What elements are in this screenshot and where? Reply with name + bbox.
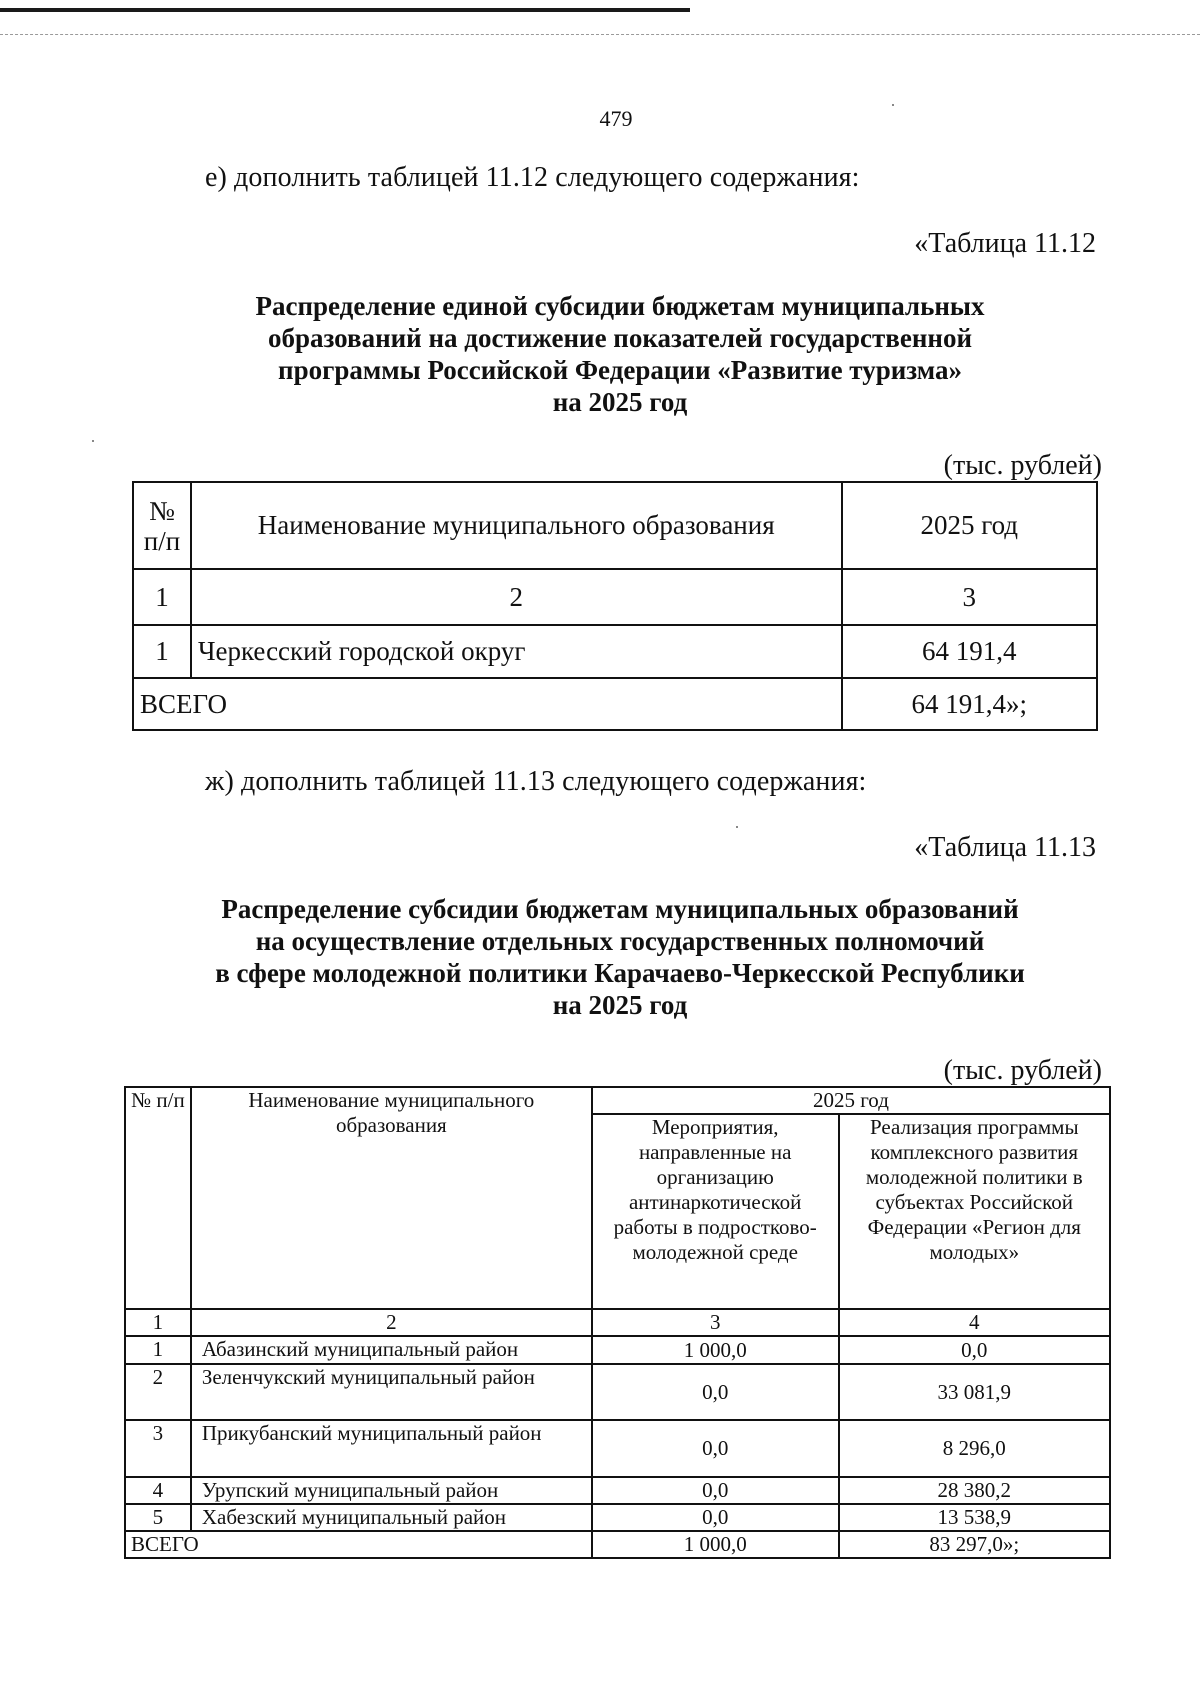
row-c4: 28 380,2 xyxy=(839,1477,1110,1504)
row-num: 5 xyxy=(125,1504,191,1531)
row-name: Абазинский муниципальный район xyxy=(191,1336,592,1364)
row-name: Хабезский муниципальный район xyxy=(191,1504,592,1531)
paragraph-zh: ж) дополнить таблицей 11.13 следующего содержания: xyxy=(205,766,867,797)
row-num: 1 xyxy=(125,1336,191,1364)
row-num: 1 xyxy=(133,625,191,678)
col-number: 1 xyxy=(133,569,191,625)
row-name: Прикубанский муниципальный район xyxy=(191,1420,592,1477)
row-c4: 33 081,9 xyxy=(839,1364,1110,1420)
total-c3: 1 000,0 xyxy=(592,1531,839,1558)
row-name: Урупский муниципальный район xyxy=(191,1477,592,1504)
row-c4: 13 538,9 xyxy=(839,1504,1110,1531)
row-name: Зеленчукский муниципальный район xyxy=(191,1364,592,1420)
heading-line: образований на достижение показателей государственной xyxy=(267,323,973,353)
heading-line: в сфере молодежной политики Карачаево-Черкесской Республики xyxy=(215,958,1025,988)
total-c4: 83 297,0»; xyxy=(839,1531,1110,1558)
row-c3: 0,0 xyxy=(592,1504,839,1531)
row-value: 64 191,4 xyxy=(842,625,1098,678)
heading-line: на 2025 год xyxy=(552,990,688,1020)
table-row xyxy=(125,1364,1110,1420)
table-header-row xyxy=(125,1087,1110,1114)
row-num: 2 xyxy=(125,1364,191,1420)
table-row xyxy=(125,1477,1110,1504)
header-year: 2025 год xyxy=(842,482,1098,569)
total-label: ВСЕГО xyxy=(125,1531,592,1558)
scan-edge-line xyxy=(0,8,690,12)
scan-dashed-line xyxy=(0,34,1200,35)
col-number: 1 xyxy=(125,1309,191,1336)
table-row xyxy=(133,625,1097,678)
col-number: 2 xyxy=(191,1309,592,1336)
table-11-12-heading xyxy=(100,290,1140,418)
table-header-row xyxy=(133,482,1097,569)
table-row xyxy=(125,1336,1110,1364)
table-11-13-unit: (тыс. рублей) xyxy=(943,1055,1102,1086)
col-number: 4 xyxy=(839,1309,1110,1336)
heading-line: Распределение единой субсидии бюджетам муниципальных xyxy=(255,291,985,321)
heading-line: программы Российской Федерации «Развитие туризма» xyxy=(278,355,962,385)
row-c3: 0,0 xyxy=(592,1420,839,1477)
header-name: Наименование муниципального образования xyxy=(191,482,842,569)
heading-line: на осуществление отдельных государственных полномочий xyxy=(255,926,985,956)
row-name: Черкесский городской округ xyxy=(191,625,842,678)
header-num: № п/п xyxy=(125,1087,191,1309)
header-year: 2025 год xyxy=(592,1087,1110,1114)
column-number-row xyxy=(133,569,1097,625)
table-11-12 xyxy=(132,481,1098,731)
header-col3: Мероприятия, направленные на организацию антинаркотической работы в подростково-молодежной среде xyxy=(592,1114,839,1309)
table-11-12-label: «Таблица 11.12 xyxy=(914,228,1096,259)
table-11-13-label: «Таблица 11.13 xyxy=(914,832,1096,863)
table-11-13 xyxy=(124,1086,1111,1559)
column-number-row xyxy=(125,1309,1110,1336)
header-col4: Реализация программы комплексного развития молодежной политики в субъектах Российской Федерации «Регион для молодых» xyxy=(839,1114,1110,1309)
row-c3: 0,0 xyxy=(592,1364,839,1420)
paragraph-e: е) дополнить таблицей 11.12 следующего содержания: xyxy=(205,162,860,193)
header-num: № п/п xyxy=(133,482,191,569)
col-number: 3 xyxy=(842,569,1098,625)
col-number: 3 xyxy=(592,1309,839,1336)
row-c4: 0,0 xyxy=(839,1336,1110,1364)
row-c3: 1 000,0 xyxy=(592,1336,839,1364)
total-row xyxy=(125,1531,1110,1558)
header-name: Наименование муниципального образования xyxy=(191,1087,592,1309)
row-num: 3 xyxy=(125,1420,191,1477)
table-row xyxy=(125,1504,1110,1531)
table-row xyxy=(125,1420,1110,1477)
heading-line: на 2025 год xyxy=(552,387,688,417)
row-c3: 0,0 xyxy=(592,1477,839,1504)
scan-speck xyxy=(736,826,738,828)
table-11-12-unit: (тыс. рублей) xyxy=(943,450,1102,481)
total-value: 64 191,4»; xyxy=(842,678,1098,730)
scan-speck xyxy=(92,440,94,442)
col-number: 2 xyxy=(191,569,842,625)
total-label: ВСЕГО xyxy=(133,678,842,730)
heading-line: Распределение субсидии бюджетам муниципальных образований xyxy=(221,894,1019,924)
table-11-13-heading xyxy=(100,893,1140,1021)
row-c4: 8 296,0 xyxy=(839,1420,1110,1477)
page-number: 479 xyxy=(599,106,633,131)
row-num: 4 xyxy=(125,1477,191,1504)
total-row xyxy=(133,678,1097,730)
